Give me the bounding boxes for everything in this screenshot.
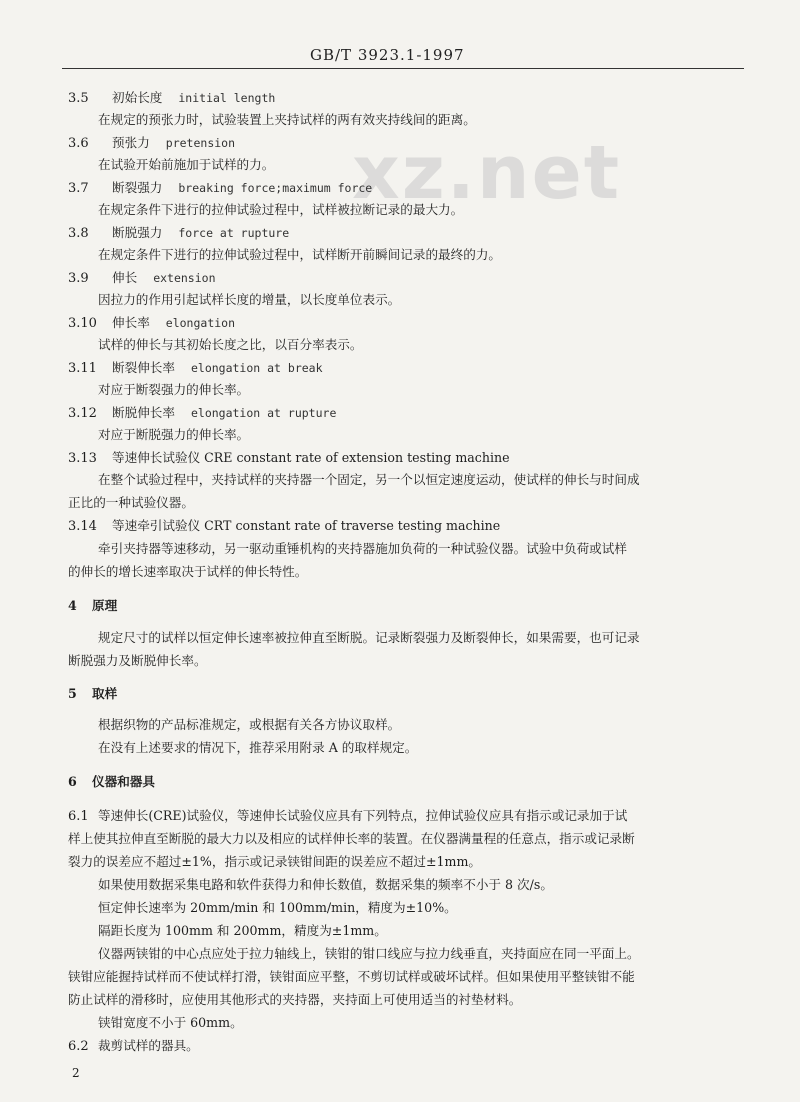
term-3-5-definition: 在规定的预张力时，试验装置上夹持试样的两有效夹持线间的距离。 — [98, 112, 476, 127]
section-6-1-para-1: 如果使用数据采集电路和软件获得力和伸长数值，数据采集的频率不小于 8 次/s。 — [98, 877, 553, 892]
section-6-1-para-5: 铗钳宽度不小于 60mm。 — [98, 1015, 243, 1030]
term-3-11-heading: 3.11 断裂伸长率 elongation at break — [68, 360, 323, 376]
page-number: 2 — [72, 1066, 80, 1080]
standard-header: GB/T 3923.1-1997 — [310, 46, 465, 64]
section-6-1-para-4-line-2: 铗钳应能握持试样而不使试样打滑，铗钳面应平整，不剪切试样或破坏试样。但如果使用平整铗钳不能 — [68, 969, 635, 984]
term-3-14-definition-line-2: 的伸长的增长速率取决于试样的伸长特性。 — [68, 564, 308, 579]
term-3-11-definition: 对应于断裂强力的伸长率。 — [98, 382, 250, 397]
section-6-2-line: 6.2 裁剪试样的器具。 — [68, 1038, 199, 1054]
term-3-14-heading: 3.14 等速牵引试验仪 CRT constant rate of traverse testing machine — [68, 518, 501, 534]
term-3-8-definition: 在规定条件下进行的拉伸试验过程中，试样断开前瞬间记录的最终的力。 — [98, 247, 501, 262]
term-3-10-heading: 3.10 伸长率 elongation — [68, 315, 236, 331]
term-3-7-heading: 3.7 断裂强力 breaking force;maximum force — [68, 180, 373, 196]
term-3-12-heading: 3.12 断脱伸长率 elongation at rupture — [68, 405, 337, 421]
term-3-14-definition-line-1: 牵引夹持器等速移动，另一驱动重锤机构的夹持器施加负荷的一种试验仪器。试验中负荷或试样 — [98, 541, 627, 556]
term-3-13-definition-line-1: 在整个试验过程中，夹持试样的夹持器一个固定，另一个以恒定速度运动，使试样的伸长与时间成 — [98, 472, 640, 487]
term-3-7-definition: 在规定条件下进行的拉伸试验过程中，试样被拉断记录的最大力。 — [98, 202, 464, 217]
term-3-5-heading: 3.5 初始长度 initial length — [68, 90, 276, 106]
section-4-heading: 4 原理 — [68, 598, 118, 613]
term-3-13-definition-line-2: 正比的一种试验仪器。 — [68, 495, 194, 510]
term-3-13-heading: 3.13 等速伸长试验仪 CRE constant rate of extension testing machine — [68, 450, 510, 466]
section-6-1-para-2: 恒定伸长速率为 20mm/min 和 100mm/min，精度为±10%。 — [98, 900, 457, 915]
term-3-9-definition: 因拉力的作用引起试样长度的增量，以长度单位表示。 — [98, 292, 401, 307]
term-3-6-definition: 在试验开始前施加于试样的力。 — [98, 157, 275, 172]
section-6-1-line-2: 样上使其拉伸直至断脱的最大力以及相应的试样伸长率的装置。在仪器满量程的任意点，指示或记录断 — [68, 831, 635, 846]
section-6-1-para-4-line-1: 仪器两铗钳的中心点应处于拉力轴线上，铗钳的钳口线应与拉力线垂直，夹持面应在同一平面上。 — [98, 946, 640, 961]
section-6-1-para-4-line-3: 防止试样的滑移时，应使用其他形式的夹持器，夹持面上可使用适当的衬垫材料。 — [68, 992, 522, 1007]
section-6-1-line-3: 裂力的误差应不超过±1%，指示或记录铗钳间距的误差应不超过±1mm。 — [68, 854, 482, 869]
term-3-10-definition: 试样的伸长与其初始长度之比，以百分率表示。 — [98, 337, 363, 352]
term-3-8-heading: 3.8 断脱强力 force at rupture — [68, 225, 290, 241]
watermark: xz.net — [352, 130, 622, 216]
section-4-line-1: 规定尺寸的试样以恒定伸长速率被拉伸直至断脱。记录断裂强力及断裂伸长，如果需要，也可记录 — [98, 630, 640, 645]
section-5-heading: 5 取样 — [68, 686, 118, 701]
term-3-12-definition: 对应于断脱强力的伸长率。 — [98, 427, 250, 442]
section-6-1-para-3: 隔距长度为 100mm 和 200mm，精度为±1mm。 — [98, 923, 387, 938]
section-6-heading: 6 仪器和器具 — [68, 774, 155, 789]
term-3-6-heading: 3.6 预张力 pretension — [68, 135, 236, 151]
section-6-1-line-1: 6.1 等速伸长(CRE)试验仪，等速伸长试验仪应具有下列特点，拉伸试验仪应具有指示或记录加于试 — [68, 808, 628, 824]
header-rule — [62, 68, 744, 69]
section-4-line-2: 断脱强力及断脱伸长率。 — [68, 653, 207, 668]
section-5-line-2: 在没有上述要求的情况下，推荐采用附录 A 的取样规定。 — [98, 740, 418, 755]
term-3-9-heading: 3.9 伸长 extension — [68, 270, 216, 286]
section-5-line-1: 根据织物的产品标准规定，或根据有关各方协议取样。 — [98, 717, 401, 732]
